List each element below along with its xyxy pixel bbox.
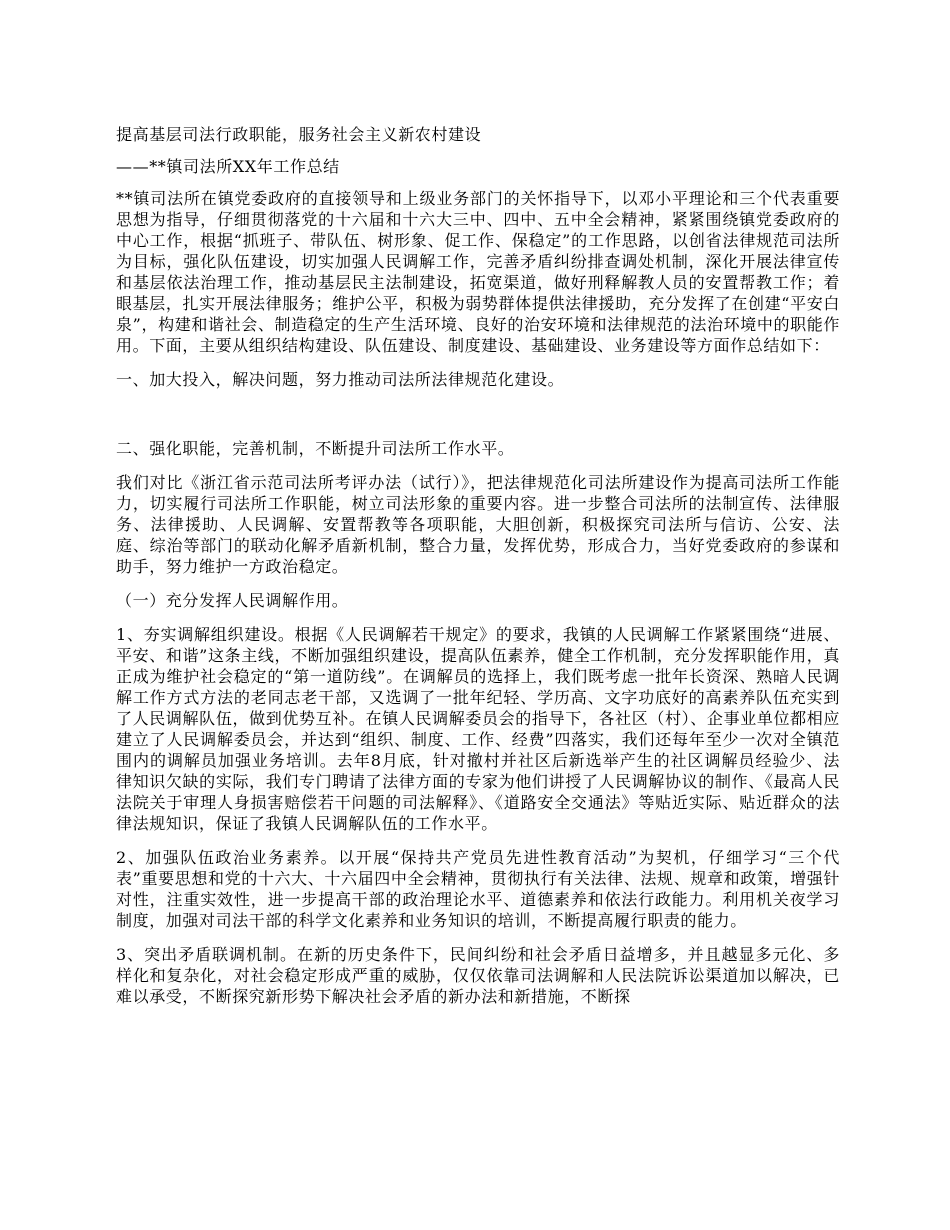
- subsection-heading-1: （一）充分发挥人民调解作用。: [116, 591, 349, 610]
- document-subtitle: ——**镇司法所XX年工作总结: [116, 157, 340, 176]
- paragraph-item-1: 1、夯实调解组织建设。根据《人民调解若干规定》的要求，我镇的人民调解工作紧紧围绕“进展、平安、和谐”这条主线，不断加强组织建设，提高队伍素养，健全工作机制，充分发挥职能作用，真正成为维护社会稳定的“第一道防线”。在调解员的选择上，我们既考虑一批年长资深、熟暗人民调解工作方式方法的老同志老干部，又选调了一批年纪轻、学历高、文字功底好的高素养队伍充实到了人民调解队伍，做到优势互补。在镇人民调解委员会的指导下，各社区（村）、企事业单位都相应建立了人民调解委员会，并达到“组织、制度、工作、经费”四落实，我们还每年至少一次对全镇范围内的调解员加强业务培训。去年8月底，针对撤村并社区后新选举产生的社区调解员经验少、法律知识欠缺的实际，我们专门聘请了法律方面的专家为他们讲授了人民调解协议的制作、《最高人民法院关于审理人身损害赔偿若干问题的司法解释》、《道路安全交通法》等贴近实际、贴近群众的法律法规知识，保证了我镇人民调解队伍的工作水平。: [116, 625, 840, 833]
- section-heading-2: 二、强化职能，完善机制，不断提升司法所工作水平。: [116, 439, 515, 458]
- paragraph-item-3: 3、突出矛盾联调机制。在新的历史条件下，民间纠纷和社会矛盾日益增多，并且越显多元化、多样化和复杂化，对社会稳定形成严重的威胁，仅仅依靠司法调解和人民法院诉讼渠道加以解决，已难以承受，不断探究新形势下解决社会矛盾的新办法和新措施，不断探: [116, 945, 840, 1006]
- paragraph-section-2: 我们对比《浙江省示范司法所考评办法（试行）》，把法律规范化司法所建设作为提高司法所工作能力，切实履行司法所工作职能，树立司法形象的重要内容。进一步整合司法所的法制宣传、法律服务、法律援助、人民调解、安置帮教等各项职能，大胆创新，积极探究司法所与信访、公安、法庭、综治等部门的联动化解矛盾新机制，整合力量，发挥优势，形成合力，当好党委政府的参谋和助手，努力维护一方政治稳定。: [116, 473, 840, 576]
- section-heading-1: 一、加大投入，解决问题，努力推动司法所法律规范化建设。: [116, 370, 565, 389]
- document-page: [116, 124, 840, 1020]
- paragraph-item-2: 2、加强队伍政治业务素养。以开展“保持共产党员先进性教育活动”为契机，仔细学习“三个代表”重要思想和党的十六大、十六届四中全会精神，贯彻执行有关法律、法规、规章和政策，增强针对性，注重实效性，进一步提高干部的政治理论水平、道德素养和依法行政能力。利用机关夜学习制度，加强对司法干部的科学文化素养和业务知识的培训，不断提高履行职责的能力。: [116, 848, 840, 930]
- paragraph-intro: **镇司法所在镇党委政府的直接领导和上级业务部门的关怀指导下，以邓小平理论和三个代表重要思想为指导，仔细贯彻落党的十六届和十六大三中、四中、五中全会精神，紧紧围绕镇党委政府的中心工作，根据“抓班子、带队伍、树形象、促工作、保稳定”的工作思路，以创省法律规范司法所为目标，强化队伍建设，切实加强人民调解工作，完善矛盾纠纷排查调处机制，深化开展法律宣传和基层依法治理工作，推动基层民主法制建设，拓宽渠道，做好刑释解教人员的安置帮教工作；着眼基层，扎实开展法律服务；维护公平，积极为弱势群体提供法律援助，充分发挥了在创建“平安白泉”，构建和谐社会、制造稳定的生产生活环境、良好的治安环境和法律规范的法治环境中的职能作用。下面，主要从组织结构建设、队伍建设、制度建设、基础建设、业务建设等方面作总结如下：: [116, 189, 840, 355]
- document-title: 提高基层司法行政职能，服务社会主义新农村建设: [116, 125, 482, 144]
